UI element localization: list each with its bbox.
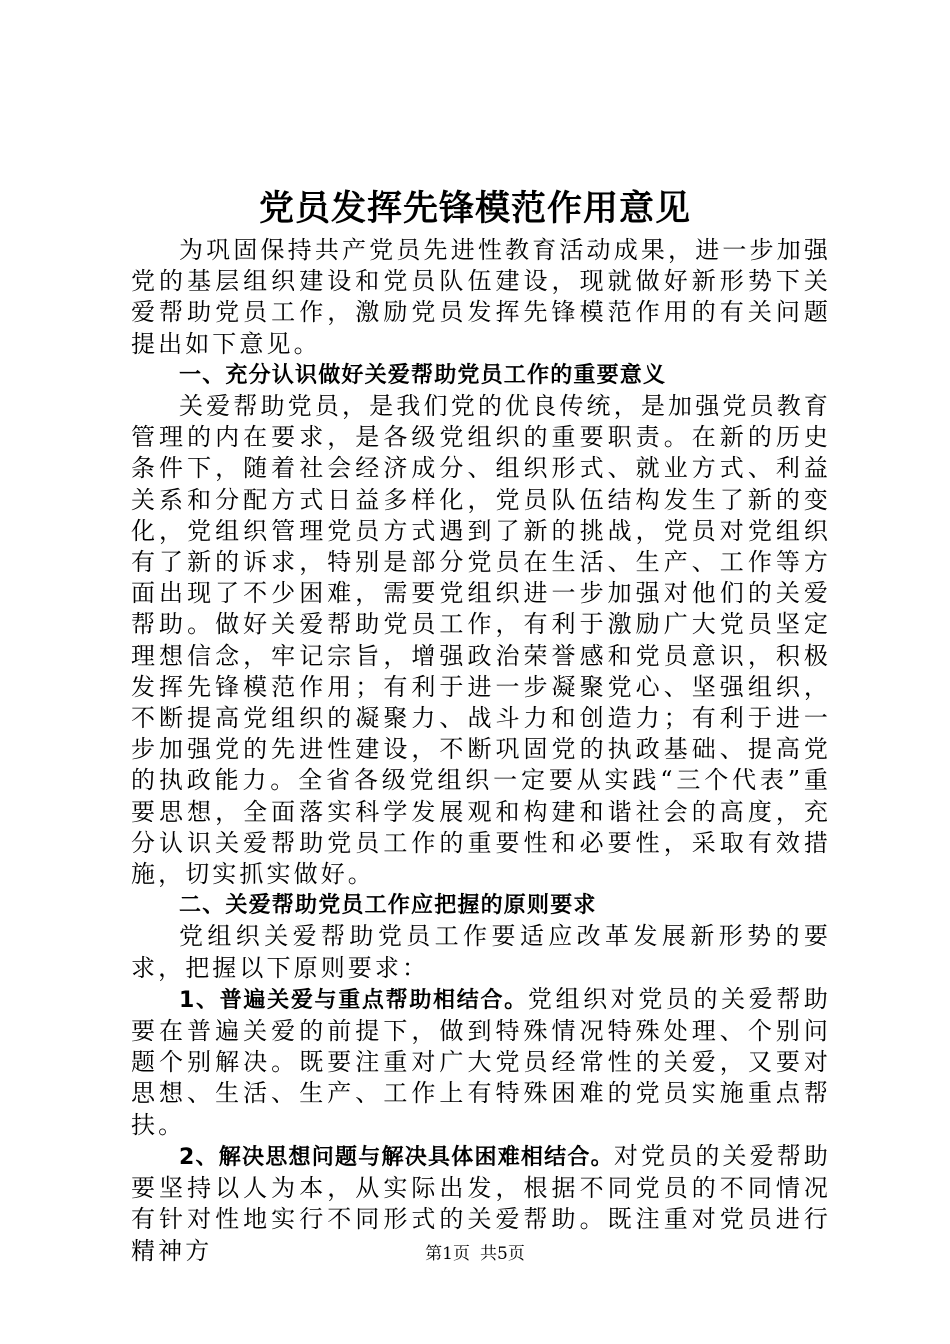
principle-1-lead: 1、普遍关爱与重点帮助相结合。 bbox=[179, 987, 528, 1013]
principle-2-text: 对党员的关爱帮助要坚持以人为本，从实际出发，根据不同党员的不同情况有针对性地实行不同形式的关爱帮助。既注重对党员进行精神方 bbox=[131, 1141, 831, 1265]
principle-1-text: 党组织对党员的关爱帮助要在普遍关爱的前提下，做到特殊情况特殊处理、个别问题个别解决。既要注重对广大党员经常性的关爱，又要对思想、生活、生产、工作上有特殊困难的党员实施重点帮扶。 bbox=[131, 984, 831, 1139]
intro-paragraph: 为巩固保持共产党员先进性教育活动成果，进一步加强党的基层组织建设和党员队伍建设，现就做好新形势下关爱帮助党员工作，激励党员发挥先锋模范作用的有关问题提出如下意见。 bbox=[131, 236, 831, 358]
section-heading-2: 二、关爱帮助党员工作应把握的原则要求 bbox=[179, 893, 597, 919]
section-1-paragraph: 关爱帮助党员，是我们党的优良传统，是加强党员教育管理的内在要求，是各级党组织的重要职责。在新的历史条件下，随着社会经济成分、组织形式、就业方式、利益关系和分配方式日益多样化，党员队伍结构发生了新的变化，党组织管理党员方式遇到了新的挑战，党员对党组织有了新的诉求，特别是部分党员在生活、生产、工作等方面出现了不少困难，需要党组织进一步加强对他们的关爱帮助。做好关爱帮助党员工作，有利于激励广大党员坚定理想信念，牢记宗旨，增强政治荣誉感和党员意识，积极发挥先锋模范作用；有利于进一步凝聚党心、坚强组织，不断提高党组织的凝聚力、战斗力和创造力；有利于进一步加强党的先进性建设，不断巩固党的执政基础、提高党的执政能力。全省各级党组织一定要从实践“三个代表”重要思想，全面落实科学发展观和构建和谐社会的高度，充分认识关爱帮助党员工作的重要性和必要性，采取有效措施，切实抓实做好。 bbox=[131, 392, 831, 889]
page-total: 共5页 bbox=[480, 1244, 525, 1264]
document-title: 党员发挥先锋模范作用意见 bbox=[258, 189, 691, 229]
page-number: 第1页 bbox=[425, 1244, 470, 1264]
page-footer bbox=[0, 1243, 950, 1265]
section-2-intro-paragraph: 党组织关爱帮助党员工作要适应改革发展新形势的要求，把握以下原则要求： bbox=[131, 922, 831, 982]
principle-2-lead: 2、解决思想问题与解决具体困难相结合。 bbox=[179, 1144, 614, 1170]
document-body bbox=[131, 235, 831, 1267]
section-heading-1: 一、充分认识做好关爱帮助党员工作的重要意义 bbox=[179, 362, 667, 388]
principle-1-paragraph bbox=[131, 984, 831, 1141]
